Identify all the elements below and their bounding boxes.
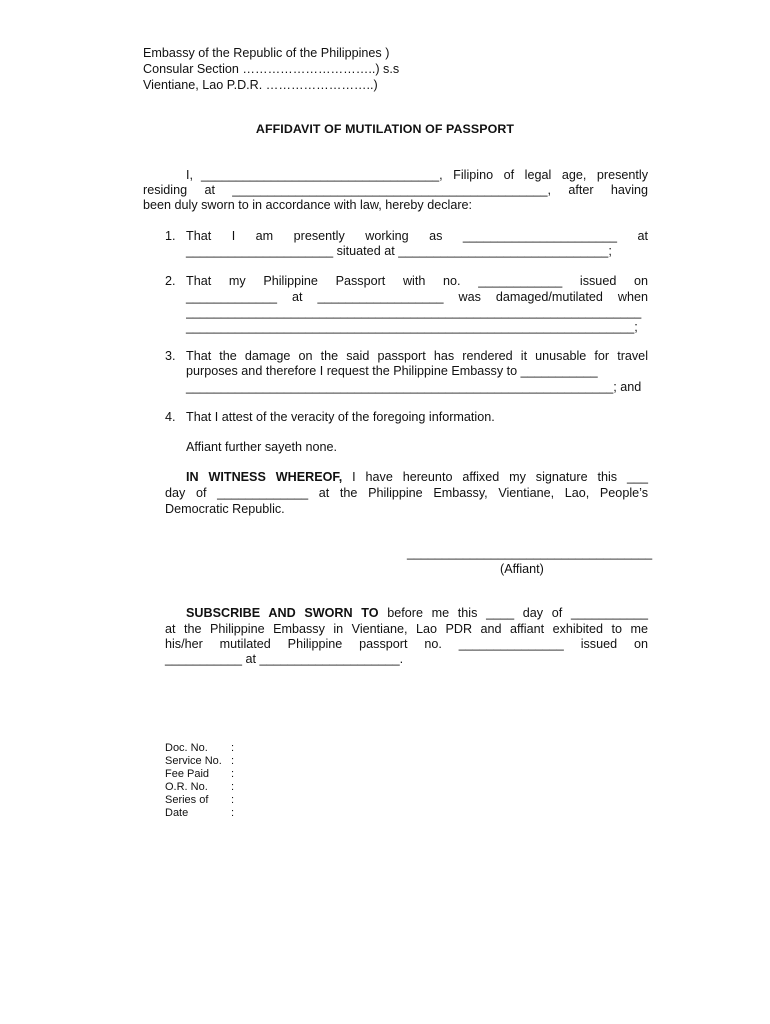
witness-line-2: day of _____________ at the Philippine Embassy, Vientiane, Lao, People’s [165, 486, 648, 500]
subscribe-line-4: ___________ at ____________________. [165, 652, 404, 666]
subscribe-line-1 [186, 606, 648, 621]
footer-series-of [165, 794, 234, 807]
item-2-line-2: _____________ at __________________ was damaged/mutilated when [186, 290, 648, 304]
footer-label: Service No. [165, 755, 222, 767]
intro-line-1: __________________________________, Filipino of legal age, presently [201, 168, 648, 182]
witness-line-1 [186, 470, 648, 485]
item-4-line-1: That I attest of the veracity of the foregoing information. [186, 410, 495, 424]
witness-lead: IN WITNESS WHEREOF, [186, 470, 343, 484]
affiant-further-statement: Affiant further sayeth none. [186, 440, 337, 454]
footer-colon: : [231, 807, 235, 819]
footer-colon: : [231, 755, 235, 767]
item-2-line-1: That my Philippine Passport with no. ____________ issued on [186, 274, 648, 288]
footer-label: Series of [165, 794, 209, 806]
witness-line-1-rest: I have hereunto affixed my signature this ___ [342, 470, 648, 484]
item-1-number: 1. [165, 229, 176, 243]
item-2-number: 2. [165, 274, 176, 288]
item-2-line-3: _________________________________________________________________ [186, 305, 642, 319]
subscribe-line-1-rest: before me this ____ day of ___________ [378, 606, 648, 620]
footer-fee-paid [165, 768, 234, 781]
footer-colon: : [231, 781, 235, 793]
footer-label: O.R. No. [165, 781, 208, 793]
footer-date [165, 807, 234, 820]
intro-line-3: been duly sworn to in accordance with law, hereby declare: [143, 198, 473, 212]
item-1-line-2: _____________________ situated at ______________________________; [186, 244, 612, 258]
footer-service-no [165, 755, 234, 768]
item-4-number: 4. [165, 410, 176, 424]
witness-line-3: Democratic Republic. [165, 502, 285, 516]
item-2-line-4: ________________________________________________________________; [186, 320, 638, 334]
document-title: AFFIDAVIT OF MUTILATION OF PASSPORT [255, 122, 515, 136]
footer-colon: : [231, 794, 235, 806]
item-1-line-1: That I am presently working as ______________________ at [186, 229, 648, 243]
header-line-consular: Consular Section …………………………..) s.s [143, 62, 400, 76]
subscribe-line-3: his/her mutilated Philippine passport no. _______________ issued on [165, 637, 648, 651]
footer-label: Date [165, 807, 189, 819]
intro-line-2: residing at _____________________________________________, after having [143, 183, 648, 197]
item-3-number: 3. [165, 349, 176, 363]
footer-colon: : [231, 768, 235, 780]
footer-colon: : [231, 742, 235, 754]
header-line-embassy: Embassy of the Republic of the Philippines ) [143, 46, 390, 60]
intro-i: I, [186, 168, 193, 182]
footer-label: Doc. No. [165, 742, 208, 754]
header-line-vientiane: Vientiane, Lao P.D.R. ……………………..) [143, 78, 378, 92]
item-3-line-2: purposes and therefore I request the Philippine Embassy to ___________ [186, 364, 598, 378]
affiant-signature-line: ___________________________________ [407, 546, 653, 560]
footer-doc-no [165, 742, 234, 755]
footer-label: Fee Paid [165, 768, 210, 780]
subscribe-line-2: at the Philippine Embassy in Vientiane, Lao PDR and affiant exhibited to me [165, 622, 648, 636]
item-3-line-3: _____________________________________________________________; and [186, 380, 642, 394]
item-3-line-1: That the damage on the said passport has rendered it unusable for travel [186, 349, 648, 363]
subscribe-lead: SUBSCRIBE AND SWORN TO [186, 606, 379, 620]
affiant-label: (Affiant) [500, 562, 544, 576]
footer-or-no [165, 781, 234, 794]
